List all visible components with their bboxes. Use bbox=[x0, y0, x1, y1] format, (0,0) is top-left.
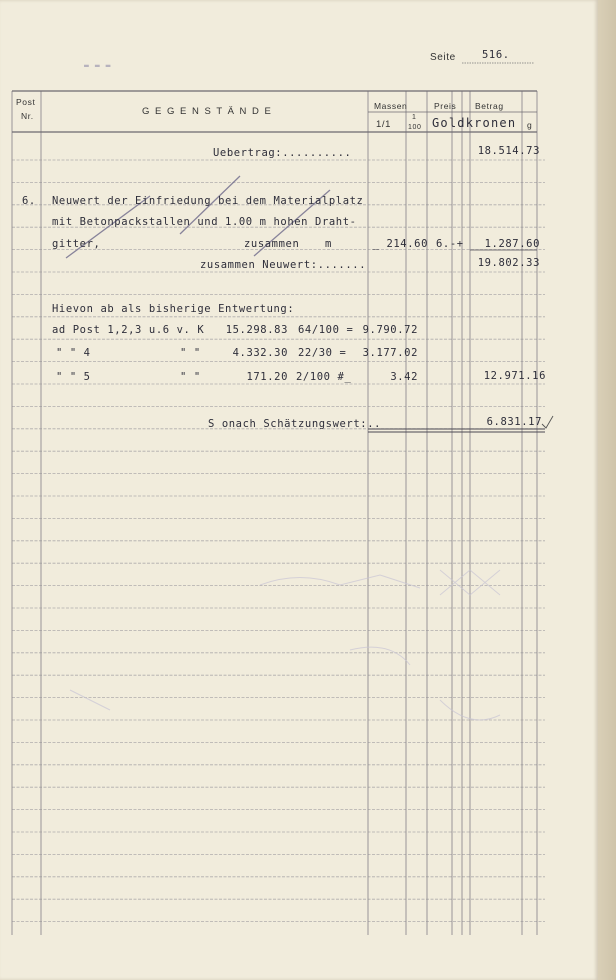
masse-value: _ 214.60 bbox=[372, 238, 428, 250]
ad3-quote: " " bbox=[180, 371, 201, 383]
description-line-3-zusammen: zusammen bbox=[244, 238, 300, 250]
description-line-2: mit Betonpackstallen und 1.00 m hohen Draht- bbox=[52, 216, 357, 228]
horizontal-rules bbox=[12, 160, 545, 922]
ad2-text: " " 4 bbox=[56, 347, 91, 359]
schaetzung-label: S onach Schätzungswert:.. bbox=[208, 418, 382, 430]
page-label: Seite bbox=[430, 52, 456, 63]
hievon-line: Hievon ab als bisherige Entwertung: bbox=[52, 303, 295, 315]
uebertrag-label: Uebertrag:.......... bbox=[213, 147, 352, 159]
currency-header: Goldkronen bbox=[432, 116, 517, 130]
ad3-text: " " 5 bbox=[56, 371, 91, 383]
post-header-line1: Post bbox=[16, 97, 36, 107]
ad3-result: 3.42 bbox=[390, 371, 418, 383]
ad3-value: 171.20 bbox=[246, 371, 288, 383]
preis-header: Preis bbox=[434, 101, 457, 111]
gegenstaende-header: G E G E N S T Ä N D E bbox=[142, 106, 273, 117]
neuwert-label: zusammen Neuwert:....... bbox=[200, 259, 367, 271]
heller-header: g bbox=[527, 120, 533, 130]
ad2-quote: " " bbox=[180, 347, 201, 359]
ad2-result: 3.177.02 bbox=[362, 347, 418, 359]
post-number: 6. bbox=[22, 195, 36, 207]
description-line-3-unit: m bbox=[325, 238, 332, 250]
ad1-value: 15.298.83 bbox=[225, 324, 288, 336]
ad-total: 12.971.16 bbox=[483, 370, 546, 382]
page-edge-shadow bbox=[598, 0, 616, 980]
ad2-value: 4.332.30 bbox=[232, 347, 288, 359]
massen-sub-whole: 1/1 bbox=[376, 119, 392, 130]
ad1-text: ad Post 1,2,3 u.6 v. K bbox=[52, 324, 205, 336]
uebertrag-amount: 18.514.73 bbox=[477, 145, 540, 157]
ad3-rate: 2/100 #_ bbox=[296, 371, 352, 383]
description-line-1: Neuwert der Einfriedung bei dem Materialplatz bbox=[52, 195, 364, 207]
massen-sub-fraction-den: 100 bbox=[408, 124, 422, 131]
massen-sub-fraction-num: 1 bbox=[412, 114, 417, 121]
ad1-rate: 64/100 = bbox=[298, 324, 354, 336]
betrag-value: 1.287.60 bbox=[484, 238, 540, 250]
bleed-through-text: ▬ ▬ ▬ bbox=[84, 61, 112, 70]
post-header-line2: Nr. bbox=[21, 111, 34, 121]
betrag-header: Betrag bbox=[475, 101, 504, 111]
ad2-rate: 22/30 = bbox=[298, 347, 347, 359]
description-line-3: gitter, bbox=[52, 238, 101, 250]
preis-value: 6.-+ bbox=[436, 238, 464, 250]
massen-header: Massen bbox=[374, 101, 408, 111]
neuwert-amount: 19.802.33 bbox=[477, 257, 540, 269]
page-number-underline bbox=[462, 62, 534, 65]
ad1-result: 9.790.72 bbox=[362, 324, 418, 336]
check-mark bbox=[542, 416, 553, 428]
page-number: 516. bbox=[482, 49, 510, 61]
schaetzung-amount: 6.831.17 bbox=[486, 416, 542, 428]
